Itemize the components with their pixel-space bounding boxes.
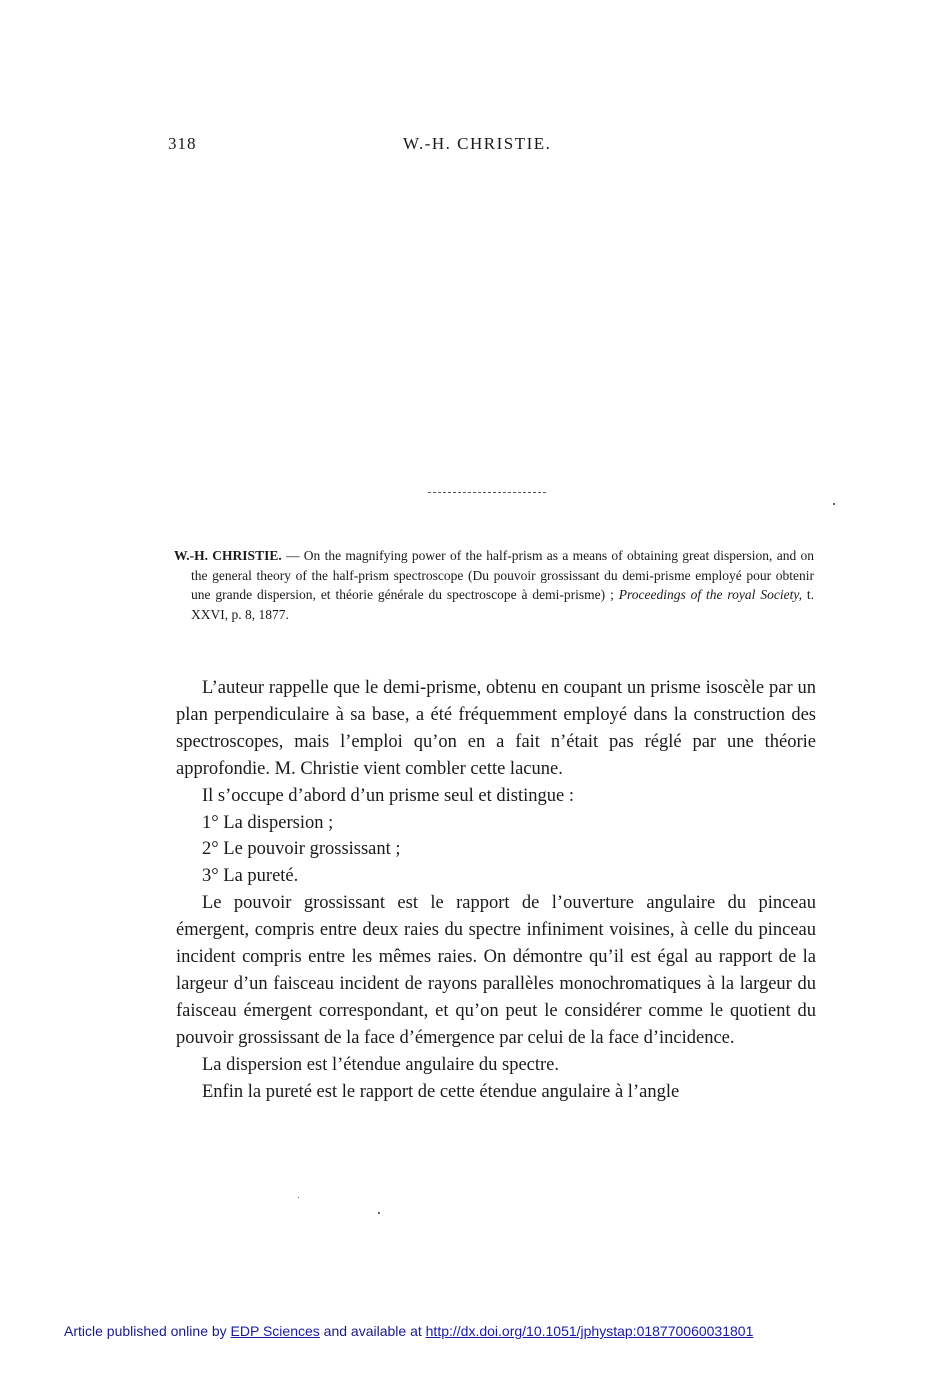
publisher-link[interactable]: EDP Sciences: [230, 1323, 320, 1339]
print-speck: [298, 1197, 299, 1198]
citation-author: W.-H. CHRISTIE.: [174, 548, 282, 563]
footer-middle: and available at: [319, 1323, 426, 1339]
doi-link[interactable]: http://dx.doi.org/10.1051/jphystap:018770060031801: [425, 1323, 754, 1339]
body-paragraph: Enfin la pureté est le rapport de cette étendue angulaire à l’angle: [202, 1081, 680, 1102]
body-paragraph: Le pouvoir grossissant est le rapport de l’ouverture angulaire du pinceau émergent, compris entre deux raies du spectre infiniment voisines, à celle du pinceau incident compris entre les mêmes raies. On démontre qu’il est égal au rapport de la largeur d’un faisceau incident de rayons parallèles monochromatiques à la largeur du faisceau émergent correspondant, et qu’on peut le considérer comme le quotient du pouvoir grossissant de la face d’émergence par celui de la face d’incidence.: [176, 893, 816, 1048]
list-item: 3° La pureté.: [202, 866, 299, 887]
print-speck: [833, 503, 835, 505]
body-paragraph: L’auteur rappelle que le demi-prisme, obtenu en coupant un prisme isoscèle par un plan perpendiculaire à sa base, a été fréquemment employé dans la construction des spectroscopes, mais l’emploi qu’on en a fait n’était pas réglé par une théorie approfondie. M. Christie vient combler cette lacune.: [176, 678, 816, 779]
print-speck: [378, 1212, 380, 1214]
body-paragraph: Il s’occupe d’abord d’un prisme seul et distingue :: [202, 785, 574, 806]
body-paragraph: La dispersion est l’étendue angulaire du spectre.: [202, 1054, 560, 1075]
citation-journal: Proceedings of the royal Society,: [618, 587, 802, 602]
footer-prefix: Article published online by: [64, 1323, 231, 1339]
list-item: 1° La dispersion ;: [202, 812, 334, 833]
list-item: 2° Le pouvoir grossissant ;: [202, 839, 401, 860]
publication-footer: [64, 1323, 753, 1339]
section-separator: [428, 492, 546, 493]
page-number: 318: [168, 134, 197, 153]
article-body: [176, 675, 816, 1106]
citation-tail: t. XXVI, p. 8, 1877.: [191, 587, 814, 622]
bibliographic-citation: [174, 546, 814, 624]
running-head: W.-H. CHRISTIE.: [403, 134, 552, 153]
citation-text: — On the magnifying power of the half-prism as a means of obtaining great dispersion, and on the general theory of the half-prism spectroscope (Du pouvoir grossissant du demi-prisme employé pour obtenir une grande dispersion, et théorie générale du spectroscope à demi-prisme) ;: [191, 548, 814, 602]
